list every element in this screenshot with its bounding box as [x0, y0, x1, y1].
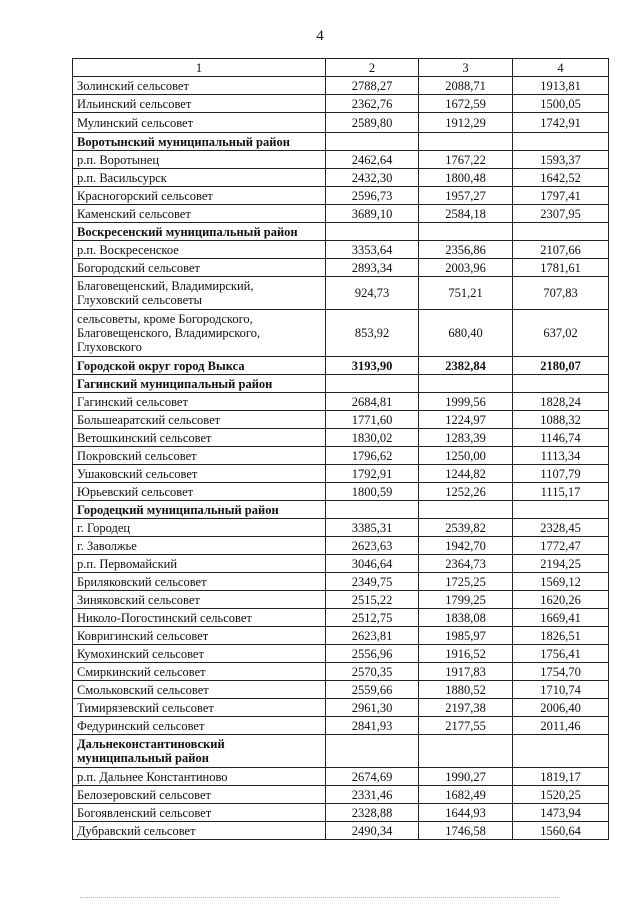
value-cell: 3385,31 — [326, 519, 419, 537]
value-cell: 2462,64 — [326, 151, 419, 169]
table-row — [73, 465, 609, 483]
value-cell: 2490,34 — [326, 822, 419, 840]
settlement-name: Ветошкинский сельсовет — [73, 429, 326, 447]
settlement-name: Золинский сельсовет — [73, 77, 326, 95]
table-header-row — [73, 59, 609, 77]
settlement-name: Мулинский сельсовет — [73, 113, 326, 133]
value-cell: 1746,58 — [419, 822, 513, 840]
value-cell: 924,73 — [326, 277, 419, 310]
value-cell: 1826,51 — [513, 627, 609, 645]
empty-cell — [326, 501, 419, 519]
settlement-name: Ушаковский сельсовет — [73, 465, 326, 483]
value-cell: 2362,76 — [326, 95, 419, 113]
empty-cell — [419, 735, 513, 768]
section-header-row — [73, 375, 609, 393]
value-cell: 1990,27 — [419, 768, 513, 786]
table-row — [73, 555, 609, 573]
value-cell: 1742,91 — [513, 113, 609, 133]
page-footer-line — [80, 897, 560, 899]
value-cell: 1830,02 — [326, 429, 419, 447]
value-cell: 2088,71 — [419, 77, 513, 95]
table-row — [73, 717, 609, 735]
value-cell: 2559,66 — [326, 681, 419, 699]
settlement-name: Богородский сельсовет — [73, 259, 326, 277]
table-row — [73, 591, 609, 609]
value-cell: 1593,37 — [513, 151, 609, 169]
value-cell: 1113,34 — [513, 447, 609, 465]
value-cell: 1569,12 — [513, 573, 609, 591]
value-cell: 1985,97 — [419, 627, 513, 645]
value-cell: 2893,34 — [326, 259, 419, 277]
table-row — [73, 187, 609, 205]
value-cell: 1644,93 — [419, 804, 513, 822]
value-cell: 1797,41 — [513, 187, 609, 205]
table-row — [73, 699, 609, 717]
value-cell: 2011,46 — [513, 717, 609, 735]
value-cell: 2356,86 — [419, 241, 513, 259]
table-row — [73, 627, 609, 645]
value-cell: 2349,75 — [326, 573, 419, 591]
value-cell: 2596,73 — [326, 187, 419, 205]
settlement-name: г. Заволжье — [73, 537, 326, 555]
table-row — [73, 645, 609, 663]
table-row — [73, 77, 609, 95]
value-cell: 1838,08 — [419, 609, 513, 627]
empty-cell — [513, 133, 609, 151]
value-cell: 1781,61 — [513, 259, 609, 277]
value-cell: 2512,75 — [326, 609, 419, 627]
value-cell: 2556,96 — [326, 645, 419, 663]
value-cell: 1767,22 — [419, 151, 513, 169]
value-cell: 1669,41 — [513, 609, 609, 627]
value-cell: 1957,27 — [419, 187, 513, 205]
table-row — [73, 113, 609, 133]
value-cell: 2539,82 — [419, 519, 513, 537]
value-cell: 2788,27 — [326, 77, 419, 95]
table-row — [73, 804, 609, 822]
value-cell: 1819,17 — [513, 768, 609, 786]
value-cell: 1500,05 — [513, 95, 609, 113]
value-cell: 2589,80 — [326, 113, 419, 133]
table-row — [73, 411, 609, 429]
value-cell: 2177,55 — [419, 717, 513, 735]
settlement-name: Федуринский сельсовет — [73, 717, 326, 735]
settlement-name: Тимирязевский сельсовет — [73, 699, 326, 717]
settlement-name: р.п. Васильсурск — [73, 169, 326, 187]
value-cell: 2107,66 — [513, 241, 609, 259]
settlement-name: Николо-Погостинский сельсовет — [73, 609, 326, 627]
section-header-row — [73, 133, 609, 151]
settlement-name: Большеаратский сельсовет — [73, 411, 326, 429]
value-cell: 1999,56 — [419, 393, 513, 411]
table-row — [73, 681, 609, 699]
settlement-name: Смольковский сельсовет — [73, 681, 326, 699]
value-cell: 2515,22 — [326, 591, 419, 609]
value-cell: 2841,93 — [326, 717, 419, 735]
value-cell: 1913,81 — [513, 77, 609, 95]
value-cell: 1672,59 — [419, 95, 513, 113]
value-cell: 1473,94 — [513, 804, 609, 822]
empty-cell — [326, 133, 419, 151]
table-row — [73, 277, 609, 310]
settlement-name: Смиркинский сельсовет — [73, 663, 326, 681]
empty-cell — [419, 133, 513, 151]
value-cell: 1912,29 — [419, 113, 513, 133]
value-cell: 3689,10 — [326, 205, 419, 223]
table-row — [73, 393, 609, 411]
value-cell: 1828,24 — [513, 393, 609, 411]
value-cell: 2674,69 — [326, 768, 419, 786]
value-cell: 2623,63 — [326, 537, 419, 555]
value-cell: 1252,26 — [419, 483, 513, 501]
settlement-name: г. Городец — [73, 519, 326, 537]
value-cell: 1710,74 — [513, 681, 609, 699]
value-cell: 2003,96 — [419, 259, 513, 277]
settlement-name: Богоявленский сельсовет — [73, 804, 326, 822]
table-row — [73, 768, 609, 786]
page-number: 4 — [316, 28, 324, 44]
value-cell: 2180,07 — [513, 357, 609, 375]
value-cell: 637,02 — [513, 310, 609, 357]
value-cell: 853,92 — [326, 310, 419, 357]
empty-cell — [326, 375, 419, 393]
empty-cell — [513, 223, 609, 241]
empty-cell — [513, 375, 609, 393]
value-cell: 680,40 — [419, 310, 513, 357]
settlement-name: Ковригинский сельсовет — [73, 627, 326, 645]
empty-cell — [326, 223, 419, 241]
value-cell: 1917,83 — [419, 663, 513, 681]
column-header: 2 — [326, 59, 419, 77]
table-row — [73, 95, 609, 113]
value-cell: 2194,25 — [513, 555, 609, 573]
district-name: Воротынский муниципальный район — [73, 133, 326, 151]
settlement-name: Дубравский сельсовет — [73, 822, 326, 840]
value-cell: 2197,38 — [419, 699, 513, 717]
value-cell: 1756,41 — [513, 645, 609, 663]
empty-cell — [513, 501, 609, 519]
table-row — [73, 609, 609, 627]
table-row — [73, 429, 609, 447]
value-cell: 1560,64 — [513, 822, 609, 840]
value-cell: 2006,40 — [513, 699, 609, 717]
empty-cell — [419, 223, 513, 241]
value-cell: 1107,79 — [513, 465, 609, 483]
value-cell: 2307,95 — [513, 205, 609, 223]
table-row — [73, 537, 609, 555]
settlement-name: р.п. Воротынец — [73, 151, 326, 169]
value-cell: 751,21 — [419, 277, 513, 310]
value-cell: 2328,45 — [513, 519, 609, 537]
value-cell: 1244,82 — [419, 465, 513, 483]
value-cell: 2570,35 — [326, 663, 419, 681]
value-cell: 1880,52 — [419, 681, 513, 699]
section-header-row — [73, 735, 609, 768]
district-name: Городецкий муниципальный район — [73, 501, 326, 519]
table-row — [73, 169, 609, 187]
settlement-name: Юрьевский сельсовет — [73, 483, 326, 501]
value-cell: 1520,25 — [513, 786, 609, 804]
settlement-name: Покровский сельсовет — [73, 447, 326, 465]
value-cell: 2432,30 — [326, 169, 419, 187]
table-row — [73, 357, 609, 375]
value-cell: 1224,97 — [419, 411, 513, 429]
settlement-name: Зиняковский сельсовет — [73, 591, 326, 609]
value-cell: 1283,39 — [419, 429, 513, 447]
value-cell: 3353,64 — [326, 241, 419, 259]
empty-cell — [419, 501, 513, 519]
value-cell: 1772,47 — [513, 537, 609, 555]
value-cell: 2684,81 — [326, 393, 419, 411]
empty-cell — [513, 735, 609, 768]
value-cell: 1754,70 — [513, 663, 609, 681]
value-cell: 1800,48 — [419, 169, 513, 187]
column-header: 3 — [419, 59, 513, 77]
table-row — [73, 151, 609, 169]
value-cell: 1725,25 — [419, 573, 513, 591]
value-cell: 3193,90 — [326, 357, 419, 375]
value-cell: 707,83 — [513, 277, 609, 310]
table-row — [73, 519, 609, 537]
value-cell: 1642,52 — [513, 169, 609, 187]
settlement-name: сельсоветы, кроме Богородского, Благовещенского, Владимирского, Глуховского — [73, 310, 326, 357]
value-cell: 1800,59 — [326, 483, 419, 501]
district-name: Гагинский муниципальный район — [73, 375, 326, 393]
table-row — [73, 241, 609, 259]
district-name: Воскресенский муниципальный район — [73, 223, 326, 241]
table-row — [73, 259, 609, 277]
value-cell: 3046,64 — [326, 555, 419, 573]
settlement-name: Кумохинский сельсовет — [73, 645, 326, 663]
value-cell: 1771,60 — [326, 411, 419, 429]
value-cell: 1942,70 — [419, 537, 513, 555]
column-header: 4 — [513, 59, 609, 77]
settlement-name: Красногорский сельсовет — [73, 187, 326, 205]
settlement-name: Каменский сельсовет — [73, 205, 326, 223]
table-row — [73, 310, 609, 357]
settlement-name: Белозеровский сельсовет — [73, 786, 326, 804]
value-cell: 1792,91 — [326, 465, 419, 483]
value-cell: 2623,81 — [326, 627, 419, 645]
value-cell: 1146,74 — [513, 429, 609, 447]
section-header-row — [73, 501, 609, 519]
district-name: Дальнеконстантиновский муниципальный район — [73, 735, 326, 768]
value-cell: 1799,25 — [419, 591, 513, 609]
empty-cell — [326, 735, 419, 768]
value-cell: 2584,18 — [419, 205, 513, 223]
table-row — [73, 483, 609, 501]
value-cell: 1250,00 — [419, 447, 513, 465]
settlement-name: Городской округ город Выкса — [73, 357, 326, 375]
value-cell: 1620,26 — [513, 591, 609, 609]
settlement-name: Ильинский сельсовет — [73, 95, 326, 113]
settlement-name: Гагинский сельсовет — [73, 393, 326, 411]
table-row — [73, 786, 609, 804]
settlement-name: р.п. Первомайский — [73, 555, 326, 573]
value-cell: 2331,46 — [326, 786, 419, 804]
value-cell: 1916,52 — [419, 645, 513, 663]
value-cell: 1682,49 — [419, 786, 513, 804]
settlement-name: р.п. Дальнее Константиново — [73, 768, 326, 786]
table-row — [73, 663, 609, 681]
settlement-name: Бриляковский сельсовет — [73, 573, 326, 591]
value-cell: 1796,62 — [326, 447, 419, 465]
value-cell: 2364,73 — [419, 555, 513, 573]
table-row — [73, 822, 609, 840]
settlement-name: Благовещенский, Владимирский, Глуховский сельсоветы — [73, 277, 326, 310]
value-cell: 1115,17 — [513, 483, 609, 501]
section-header-row — [73, 223, 609, 241]
data-table — [72, 58, 609, 840]
table-row — [73, 573, 609, 591]
empty-cell — [419, 375, 513, 393]
value-cell: 2328,88 — [326, 804, 419, 822]
settlement-name: р.п. Воскресенское — [73, 241, 326, 259]
table-row — [73, 205, 609, 223]
column-header: 1 — [73, 59, 326, 77]
value-cell: 1088,32 — [513, 411, 609, 429]
table-row — [73, 447, 609, 465]
value-cell: 2961,30 — [326, 699, 419, 717]
value-cell: 2382,84 — [419, 357, 513, 375]
